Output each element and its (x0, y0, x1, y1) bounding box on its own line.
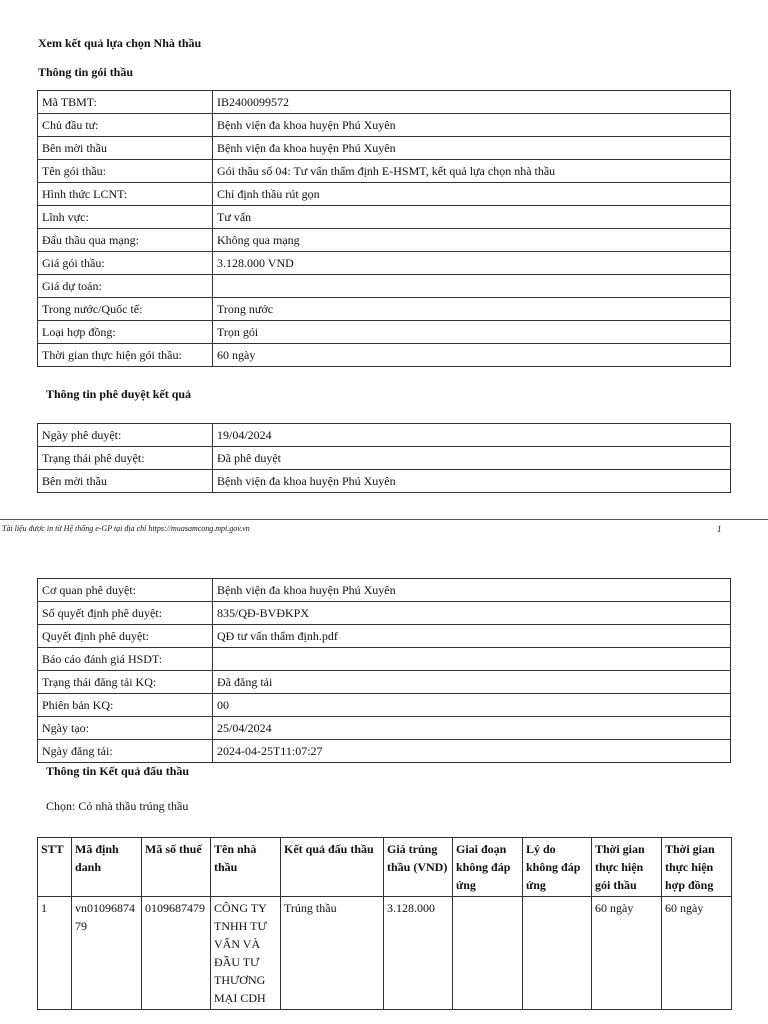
row-label: Tên gói thầu: (38, 160, 213, 183)
row-label: Đấu thầu qua mạng: (38, 229, 213, 252)
table-row (38, 424, 731, 447)
row-label: Cơ quan phê duyệt: (38, 579, 213, 602)
row-value: Trọn gói (213, 321, 731, 344)
row-value: Bệnh viện đa khoa huyện Phú Xuyên (213, 579, 731, 602)
table-row (38, 717, 731, 740)
table-row (38, 671, 731, 694)
table-row (38, 321, 731, 344)
table-cell (523, 897, 592, 1010)
column-header: Mã định danh (72, 838, 142, 897)
row-label: Chủ đầu tư: (38, 114, 213, 137)
table-row (38, 694, 731, 717)
table-row (38, 206, 731, 229)
table-cell: CÔNG TY TNHH TƯ VẤN VÀ ĐẦU TƯ THƯƠNG MẠI CDH (211, 897, 281, 1010)
column-header: Giai đoạn không đáp ứng (453, 838, 523, 897)
row-label: Giá dự toán: (38, 275, 213, 298)
row-value: 25/04/2024 (213, 717, 731, 740)
row-value: Chỉ định thầu rút gọn (213, 183, 731, 206)
section-title-phe-duyet: Thông tin phê duyệt kết quả (46, 387, 192, 401)
row-label: Quyết định phê duyệt: (38, 625, 213, 648)
table-cell: Trúng thầu (281, 897, 384, 1010)
row-value: Bệnh viện đa khoa huyện Phú Xuyên (213, 137, 731, 160)
row-value: Gói thầu số 04: Tư vấn thẩm định E-HSMT, kết quả lựa chọn nhà thầu (213, 160, 731, 183)
column-header: Lý do không đáp ứng (523, 838, 592, 897)
row-label: Ngày phê duyệt: (38, 424, 213, 447)
table-row (38, 740, 731, 763)
row-value: 00 (213, 694, 731, 717)
row-label: Lĩnh vực: (38, 206, 213, 229)
page-title: Xem kết quả lựa chọn Nhà thầu (38, 36, 202, 50)
table-row (38, 602, 731, 625)
table-row (38, 114, 731, 137)
phe-duyet-table (37, 423, 731, 493)
section-title-goi-thau: Thông tin gói thầu (38, 65, 134, 79)
table-row (38, 91, 731, 114)
table-row (38, 183, 731, 206)
row-value: QĐ tư vấn thẩm định.pdf (213, 625, 731, 648)
row-label: Bên mời thầu (38, 470, 213, 493)
row-label: Bên mời thầu (38, 137, 213, 160)
table-row (38, 298, 731, 321)
row-value: Đã đăng tải (213, 671, 731, 694)
table-row (38, 229, 731, 252)
column-header: Kết quả đấu thầu (281, 838, 384, 897)
table-cell: 60 ngày (592, 897, 662, 1010)
table-row (38, 275, 731, 298)
table-cell: vn0109687479 (72, 897, 142, 1010)
table-row (38, 897, 732, 1010)
table-row (38, 344, 731, 367)
row-label: Báo cáo đánh giá HSDT: (38, 648, 213, 671)
row-value: 2024-04-25T11:07:27 (213, 740, 731, 763)
row-value: IB2400099572 (213, 91, 731, 114)
result-table-header (38, 838, 732, 897)
row-label: Trạng thái đăng tải KQ: (38, 671, 213, 694)
row-label: Ngày tạo: (38, 717, 213, 740)
row-value: 835/QĐ-BVĐKPX (213, 602, 731, 625)
column-header: Thời gian thực hiện hợp đồng (662, 838, 732, 897)
result-table (37, 837, 732, 1010)
phe-duyet-table-continued (37, 578, 731, 763)
table-row (38, 470, 731, 493)
row-label: Mã TBMT: (38, 91, 213, 114)
row-label: Ngày đăng tải: (38, 740, 213, 763)
row-value: Bệnh viện đa khoa huyện Phú Xuyên (213, 470, 731, 493)
footer-note: Tài liệu được in từ Hệ thống e-GP tại địa chỉ https://muasamcong.mpi.gov.vn (2, 524, 250, 533)
row-label: Hình thức LCNT: (38, 183, 213, 206)
section-title-ket-qua: Thông tin Kết quả đấu thầu (46, 764, 190, 778)
column-header: Giá trúng thầu (VND) (384, 838, 453, 897)
table-row (38, 625, 731, 648)
table-row (38, 579, 731, 602)
table-cell: 0109687479 (142, 897, 211, 1010)
column-header: Thời gian thực hiện gói thầu (592, 838, 662, 897)
column-header: STT (38, 838, 72, 897)
row-label: Trong nước/Quốc tế: (38, 298, 213, 321)
row-label: Trạng thái phê duyệt: (38, 447, 213, 470)
row-label: Giá gói thầu: (38, 252, 213, 275)
row-label: Phiên bản KQ: (38, 694, 213, 717)
table-row (38, 137, 731, 160)
page-divider (0, 519, 768, 520)
selection-status: Chọn: Có nhà thầu trúng thầu (46, 799, 189, 813)
row-label: Loại hợp đồng: (38, 321, 213, 344)
column-header: Mã số thuế (142, 838, 211, 897)
row-label: Thời gian thực hiện gói thầu: (38, 344, 213, 367)
row-value: Trong nước (213, 298, 731, 321)
row-value (213, 275, 731, 298)
row-value: Tư vấn (213, 206, 731, 229)
table-row (38, 252, 731, 275)
row-value: Bệnh viện đa khoa huyện Phú Xuyên (213, 114, 731, 137)
table-row (38, 648, 731, 671)
goi-thau-table (37, 90, 731, 367)
row-value: Không qua mạng (213, 229, 731, 252)
row-value: 3.128.000 VND (213, 252, 731, 275)
column-header: Tên nhà thầu (211, 838, 281, 897)
row-value: Đã phê duyệt (213, 447, 731, 470)
table-cell (453, 897, 523, 1010)
row-value: 60 ngày (213, 344, 731, 367)
row-value (213, 648, 731, 671)
table-cell: 60 ngày (662, 897, 732, 1010)
table-cell: 3.128.000 (384, 897, 453, 1010)
row-label: Số quyết định phê duyệt: (38, 602, 213, 625)
table-cell: 1 (38, 897, 72, 1010)
table-row (38, 160, 731, 183)
table-row (38, 447, 731, 470)
page-number: 1 (717, 524, 722, 534)
row-value: 19/04/2024 (213, 424, 731, 447)
